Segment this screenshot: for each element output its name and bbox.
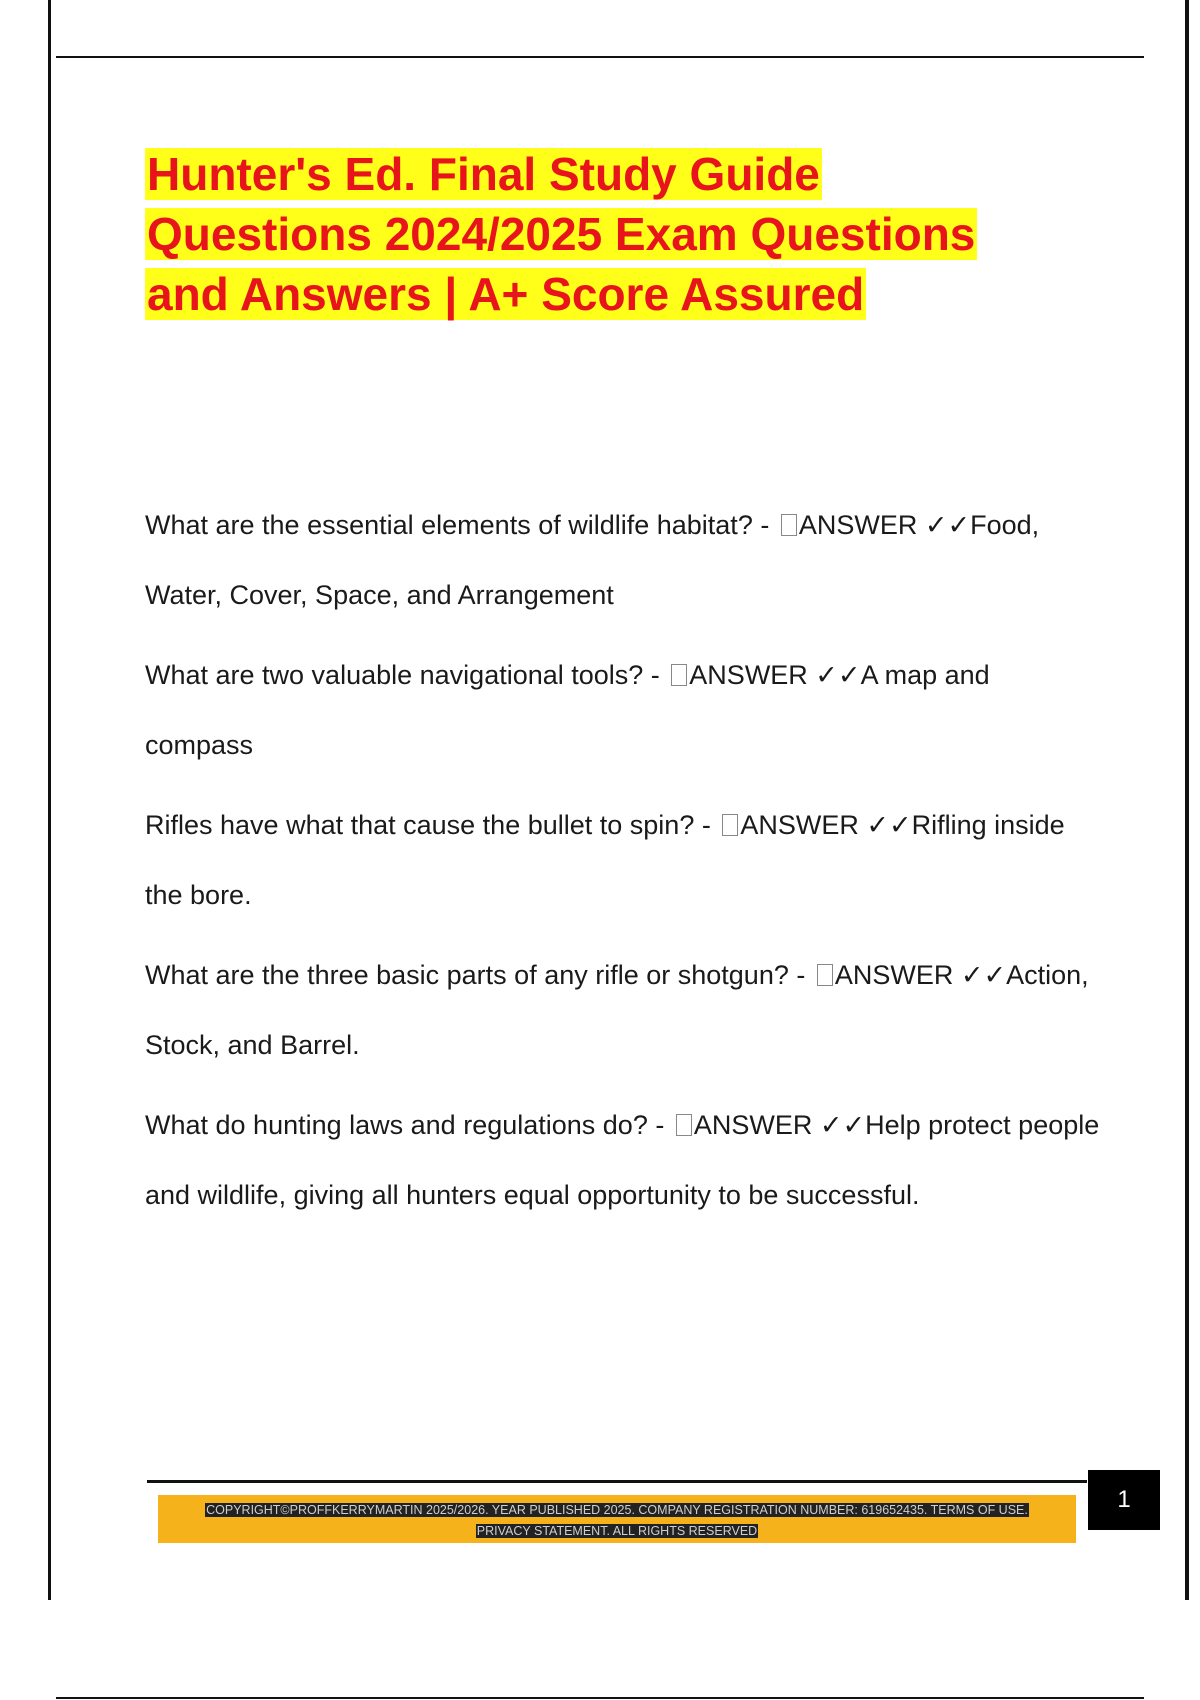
qa-item — [145, 790, 1105, 930]
page-border-right — [1185, 0, 1189, 1600]
copyright-line-1: COPYRIGHT©PROFFKERRYMARTIN 2025/2026. YEAR PUBLISHED 2025. COMPANY REGISTRATION NUMBER: 619652435. TERMS OF USE. — [206, 1503, 1028, 1517]
answer-label: ANSWER ✓✓ — [689, 660, 861, 690]
answer-text: Rifling inside the bore. — [145, 810, 1065, 910]
question-text: Rifles have what that cause the bullet to spin? - — [145, 810, 719, 840]
answer-label: ANSWER ✓✓ — [798, 510, 971, 540]
copyright-line-2: PRIVACY STATEMENT. ALL RIGHTS RESERVED — [476, 1524, 758, 1538]
answer-text: A map and compass — [145, 660, 990, 760]
page-number: 1 — [1088, 1470, 1160, 1530]
answer-text: Action, Stock, and Barrel. — [145, 960, 1089, 1060]
question-text: What are two valuable navigational tools? - — [145, 660, 668, 690]
question-text: What do hunting laws and regulations do? - — [145, 1110, 672, 1140]
page-border-left — [48, 0, 51, 1600]
checkbox-glyph-icon — [676, 1114, 692, 1136]
qa-item — [145, 940, 1105, 1080]
checkbox-glyph-icon — [817, 964, 833, 986]
answer-text: Help protect people and wildlife, giving all hunters equal opportunity to be successful. — [145, 1110, 1100, 1210]
title-line-2: Questions 2024/2025 Exam Questions — [147, 208, 976, 260]
bottom-rule — [56, 1697, 1144, 1699]
answer-label: ANSWER ✓✓ — [693, 1110, 866, 1140]
footer-rule — [147, 1480, 1087, 1483]
answer-label: ANSWER ✓✓ — [740, 810, 912, 840]
qa-item — [145, 1090, 1105, 1230]
header-rule — [56, 56, 1144, 58]
checkbox-glyph-icon — [722, 814, 738, 836]
checkbox-glyph-icon — [781, 514, 797, 536]
checkbox-glyph-icon — [671, 664, 687, 686]
qa-list — [145, 490, 1105, 1240]
answer-label: ANSWER ✓✓ — [834, 960, 1007, 990]
copyright-notice — [158, 1500, 1076, 1542]
question-text: What are the essential elements of wildlife habitat? - — [145, 510, 777, 540]
title-line-3: and Answers | A+ Score Assured — [147, 268, 865, 320]
qa-item — [145, 490, 1105, 630]
question-text: What are the three basic parts of any rifle or shotgun? - — [145, 960, 813, 990]
qa-item — [145, 640, 1105, 780]
title-line-1: Hunter's Ed. Final Study Guide — [147, 148, 820, 200]
document-title — [145, 144, 1045, 324]
answer-text: Food, Water, Cover, Space, and Arrangement — [145, 510, 1040, 610]
